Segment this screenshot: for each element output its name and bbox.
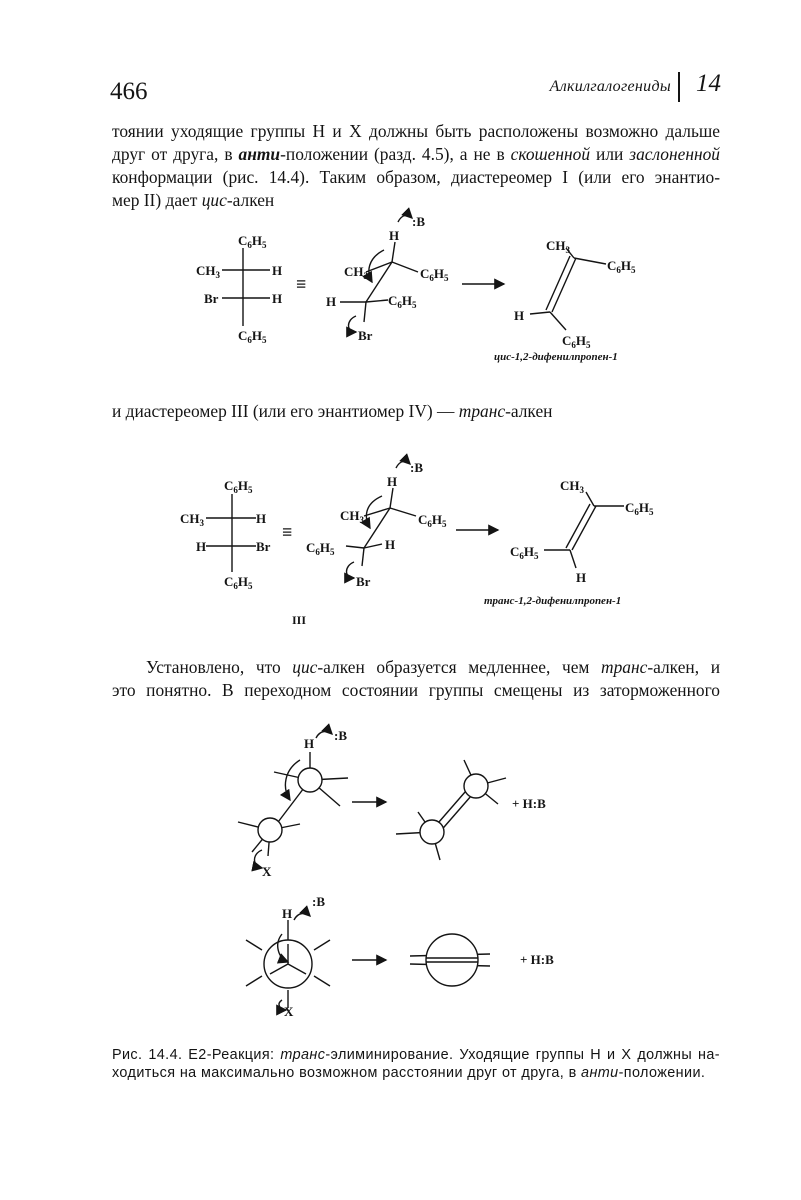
alkene1-c6h5-bottom: $C_6H_5$: [562, 333, 591, 350]
fischer1-h-right-2: H: [272, 291, 283, 306]
caption-line-1: Рис. 14.4. E2-Реакция: транс-элиминирование. Уходящие группы H и X должны на-: [112, 1047, 720, 1063]
alkene-circles: [396, 760, 506, 860]
sawhorse1-c6h5-right: $C_6H_5$: [420, 266, 449, 283]
sawhorse1-base: :B: [412, 214, 425, 229]
product-name-cis: цис-1,2-дифенилпропен-1: [494, 351, 618, 363]
fischer3-h-left: H: [196, 539, 207, 554]
sawhorse1-c6h5-lower: $C_6H_5$: [388, 293, 417, 310]
equiv-sign-2: ≡: [282, 522, 293, 542]
fig-bottom-base: :B: [312, 894, 325, 909]
sawhorse3-ch3: $CH_3$: [340, 508, 364, 525]
alkene1-h: H: [514, 308, 525, 323]
sawhorse1-ch3: $CH_3$: [344, 264, 368, 281]
paragraph-1-line-3: конформации (рис. 14.4). Таким образом, диастереомер I (или его энантио-: [112, 167, 720, 187]
equiv-sign-1: ≡: [296, 274, 307, 294]
fischer3-bottom-c: $C_6H_5$: [224, 574, 253, 591]
fischer3-ch3: $CH_3$: [180, 511, 204, 528]
diastereomer-numeral: III: [292, 613, 307, 627]
fig-bottom-h: H: [282, 906, 293, 921]
page-number: 466: [110, 78, 148, 105]
fischer1-bottom-c: $C_6H_5$: [238, 328, 267, 345]
fischer3-h-right: H: [256, 511, 267, 526]
fischer1-ch3: $CH_3$: [196, 263, 220, 280]
caption-line-2: ходиться на максимально возможном расстоянии друг от друга, в анти-положении.: [112, 1065, 706, 1081]
fischer3-top-c: $C_6H_5$: [224, 478, 253, 495]
fig-top-h: H: [304, 736, 315, 751]
fischer3-br: Br: [256, 539, 271, 554]
paragraph-3-line-2: это понятно. В переходном состоянии группы смещены из заторможенного: [112, 680, 720, 700]
sawhorse3-c6h5-right: $C_6H_5$: [418, 512, 447, 529]
sawhorse-circles: [238, 752, 348, 856]
sawhorse3-c6h5-left: $C_6H_5$: [306, 540, 335, 557]
fischer1-br: Br: [204, 291, 219, 306]
sawhorse3-base: :B: [410, 460, 423, 475]
sawhorse3-h-top: H: [387, 474, 398, 489]
chapter-number: 14: [696, 70, 721, 97]
sawhorse1-br: Br: [358, 328, 373, 343]
fischer1-h-right: H: [272, 263, 283, 278]
alkene-end-on: [410, 934, 490, 986]
fig-bottom-byproduct: + H:B: [520, 952, 554, 967]
sawhorse1-h-top: H: [389, 228, 400, 243]
figure-caption: [112, 1046, 720, 1082]
alkene1-ch3: $CH_3$: [546, 238, 570, 255]
paragraph-1-line-4: мер II) дает цис-алкен: [112, 190, 275, 210]
fig-bottom-x: X: [284, 1004, 294, 1019]
sawhorse3-h-lower: H: [385, 537, 396, 552]
sawhorse1-h-left: H: [326, 294, 337, 309]
alkene3-c6h5-left: $C_6H_5$: [510, 544, 539, 561]
paragraph-1-line-1: тоянии уходящие группы Н и X должны быть расположены возможно дальше: [112, 121, 720, 141]
paragraph-2-line: и диастереомер III (или его энантиомер IV) — транс-алкен: [112, 401, 553, 421]
sawhorse3-br: Br: [356, 574, 371, 589]
fischer1-top-c: $C_6H_5$: [238, 233, 267, 250]
running-title: Алкилгалогениды: [549, 78, 671, 95]
fig-top-byproduct: + H:B: [512, 796, 546, 811]
alkene3-h: H: [576, 570, 587, 585]
paragraph-3-line-1: Установлено, что цис-алкен образуется медленнее, чем транс-алкен, и: [146, 657, 721, 677]
alkene3-c6h5-right: $C_6H_5$: [625, 500, 654, 517]
alkene1-c6h5-top: $C_6H_5$: [607, 258, 636, 275]
product-name-trans: транс-1,2-дифенилпропен-1: [484, 595, 622, 607]
alkene3-ch3: $CH_3$: [560, 478, 584, 495]
paragraph-1-line-2: друг от друга, в анти-положении (разд. 4.5), а не в скошенной или заслоненной: [112, 144, 720, 164]
fig-top-base: :B: [334, 728, 347, 743]
fig-top-x: X: [262, 864, 272, 879]
newman-projection: [246, 920, 330, 1008]
